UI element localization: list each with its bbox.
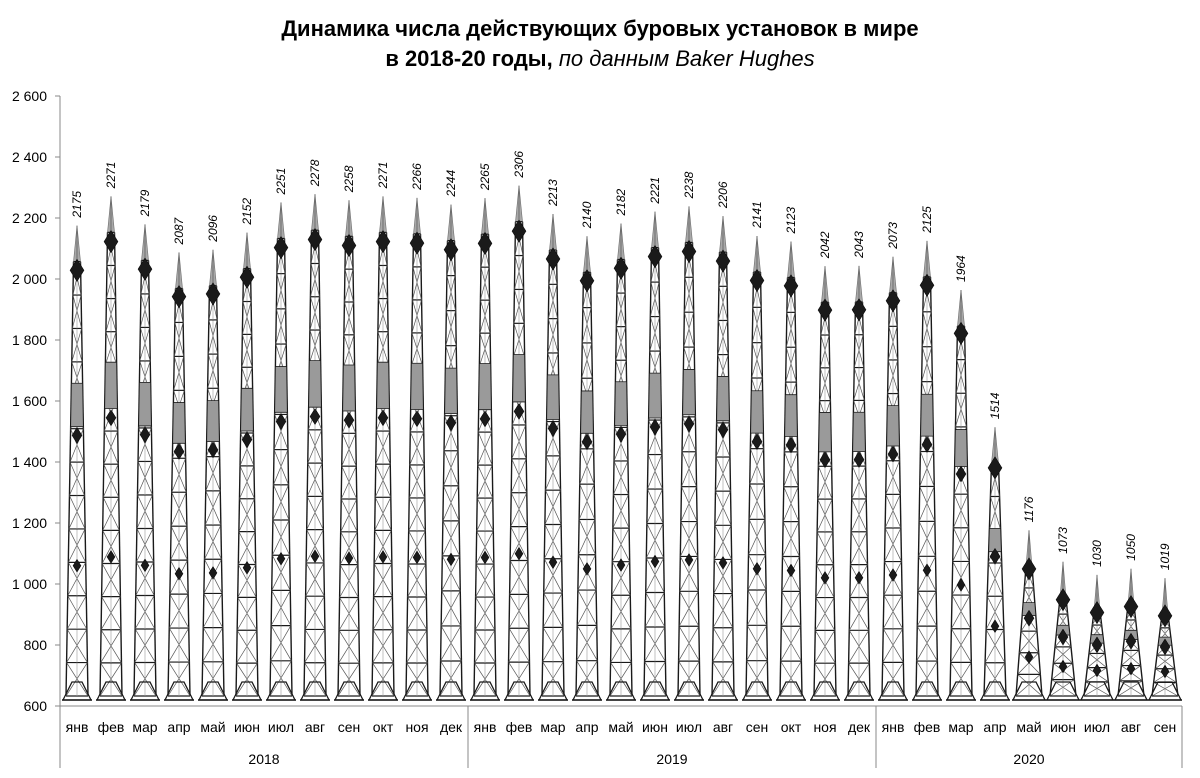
data-label: 2140 <box>580 201 594 229</box>
bar-2018-12 <box>436 205 466 700</box>
y-tick-label: 1 000 <box>11 576 47 592</box>
data-label: 2306 <box>512 150 526 178</box>
bar-2020-1 <box>878 257 908 700</box>
bar-2020-5 <box>1012 530 1046 700</box>
x-tick-label: фев <box>913 719 941 735</box>
x-tick-label: дек <box>439 719 463 735</box>
bar-2020-6 <box>1046 562 1080 700</box>
data-label: 2182 <box>614 188 628 216</box>
x-tick-label: апр <box>167 719 191 735</box>
data-label: 2125 <box>920 206 934 233</box>
bar-2018-8 <box>300 194 330 700</box>
x-tick-label: авг <box>712 719 734 735</box>
data-label: 2152 <box>240 197 254 225</box>
y-tick-label: 2 000 <box>11 271 47 287</box>
group-label: 2019 <box>656 751 688 767</box>
data-label: 2213 <box>546 179 560 207</box>
bar-2018-2 <box>96 196 126 700</box>
data-label: 2271 <box>376 161 390 189</box>
x-tick-label: ноя <box>813 719 837 735</box>
bar-2019-5 <box>606 223 636 700</box>
data-label: 1514 <box>988 392 1002 420</box>
data-label: 2221 <box>648 176 662 204</box>
x-tick-label: июл <box>1083 719 1111 735</box>
data-label: 1176 <box>1022 496 1036 523</box>
data-label: 2271 <box>104 161 118 189</box>
x-tick-label: апр <box>983 719 1007 735</box>
x-tick-label: фев <box>97 719 125 735</box>
data-label: 2043 <box>852 231 866 258</box>
data-label: 2251 <box>274 167 288 195</box>
data-label: 1030 <box>1090 540 1104 567</box>
bar-2019-12 <box>844 266 874 700</box>
x-tick-label: май <box>200 719 226 735</box>
y-tick-label: 600 <box>23 698 47 714</box>
chart-title-line2-bold: в 2018-20 годы, <box>385 46 553 71</box>
bar-2019-6 <box>640 212 670 700</box>
bar-2020-9 <box>1148 578 1182 700</box>
data-label: 2042 <box>818 231 832 259</box>
bar-2019-7 <box>674 206 704 700</box>
x-tick-label: июн <box>1049 719 1077 735</box>
data-label: 2265 <box>478 163 492 191</box>
x-tick-label: май <box>608 719 634 735</box>
y-tick-label: 800 <box>23 637 47 653</box>
data-label: 2141 <box>750 201 764 228</box>
x-tick-label: июн <box>233 719 261 735</box>
x-tick-label: сен <box>1153 719 1177 735</box>
bar-2019-2 <box>504 186 534 700</box>
bar-2020-7 <box>1080 575 1114 700</box>
bar-2020-8 <box>1114 569 1148 700</box>
x-tick-label: янв <box>881 719 905 735</box>
bar-2018-1 <box>62 226 92 700</box>
data-label: 2278 <box>308 159 322 187</box>
y-tick-label: 2 400 <box>11 149 47 165</box>
chart-title-line2-italic: по данным Baker Hughes <box>558 46 815 71</box>
bar-2018-7 <box>266 202 296 700</box>
y-tick-label: 1 800 <box>11 332 47 348</box>
data-label: 2073 <box>886 222 900 249</box>
data-label: 2096 <box>206 215 220 242</box>
group-label: 2018 <box>248 751 280 767</box>
data-label: 2244 <box>444 169 458 197</box>
chart-title-line1: Динамика числа действующих буровых установок в мире <box>281 16 919 41</box>
x-tick-label: мар <box>948 719 974 735</box>
y-tick-label: 2 200 <box>11 210 47 226</box>
data-label: 2238 <box>682 171 696 199</box>
data-label: 2123 <box>784 206 798 234</box>
bar-2020-2 <box>912 241 942 700</box>
data-label: 2206 <box>716 181 730 209</box>
bar-2020-4 <box>980 427 1010 700</box>
x-tick-label: июн <box>641 719 669 735</box>
x-tick-label: мар <box>132 719 158 735</box>
x-tick-label: ноя <box>405 719 429 735</box>
x-tick-label: авг <box>304 719 326 735</box>
y-tick-label: 2 600 <box>11 88 47 104</box>
x-tick-label: янв <box>473 719 497 735</box>
y-tick-label: 1 200 <box>11 515 47 531</box>
x-tick-label: авг <box>1120 719 1142 735</box>
data-label: 2175 <box>70 190 84 218</box>
bar-2018-11 <box>402 198 432 700</box>
x-tick-label: июл <box>267 719 295 735</box>
bar-2019-10 <box>776 241 806 700</box>
bar-2018-10 <box>368 196 398 700</box>
y-tick-label: 1 600 <box>11 393 47 409</box>
data-label: 2087 <box>172 217 186 245</box>
bar-2018-6 <box>232 233 262 700</box>
y-tick-label: 1 400 <box>11 454 47 470</box>
bar-2019-11 <box>810 266 840 700</box>
x-tick-label: янв <box>65 719 89 735</box>
bar-2019-9 <box>742 236 772 700</box>
data-label: 2258 <box>342 165 356 193</box>
bar-2019-8 <box>708 216 738 700</box>
bar-2018-9 <box>334 200 364 700</box>
x-tick-label: май <box>1016 719 1042 735</box>
x-tick-label: дек <box>847 719 871 735</box>
data-label: 1050 <box>1124 534 1138 561</box>
x-tick-label: апр <box>575 719 599 735</box>
group-label: 2020 <box>1013 751 1045 767</box>
x-tick-label: июл <box>675 719 703 735</box>
x-tick-label: сен <box>337 719 361 735</box>
x-tick-label: мар <box>540 719 566 735</box>
bar-2018-4 <box>164 252 194 700</box>
x-tick-label: фев <box>505 719 533 735</box>
data-label: 1019 <box>1158 543 1172 571</box>
data-label: 2266 <box>410 163 424 190</box>
data-label: 2179 <box>138 189 152 217</box>
bar-2019-4 <box>572 236 602 700</box>
data-label: 1964 <box>954 255 968 282</box>
bar-2020-3 <box>946 290 976 700</box>
bar-2019-3 <box>538 214 568 700</box>
bar-2018-3 <box>130 224 160 700</box>
x-tick-label: сен <box>745 719 769 735</box>
data-label: 1073 <box>1056 527 1070 554</box>
bar-2019-1 <box>470 198 500 700</box>
x-tick-label: окт <box>372 719 394 735</box>
x-tick-label: окт <box>780 719 802 735</box>
bar-2018-5 <box>198 250 228 700</box>
